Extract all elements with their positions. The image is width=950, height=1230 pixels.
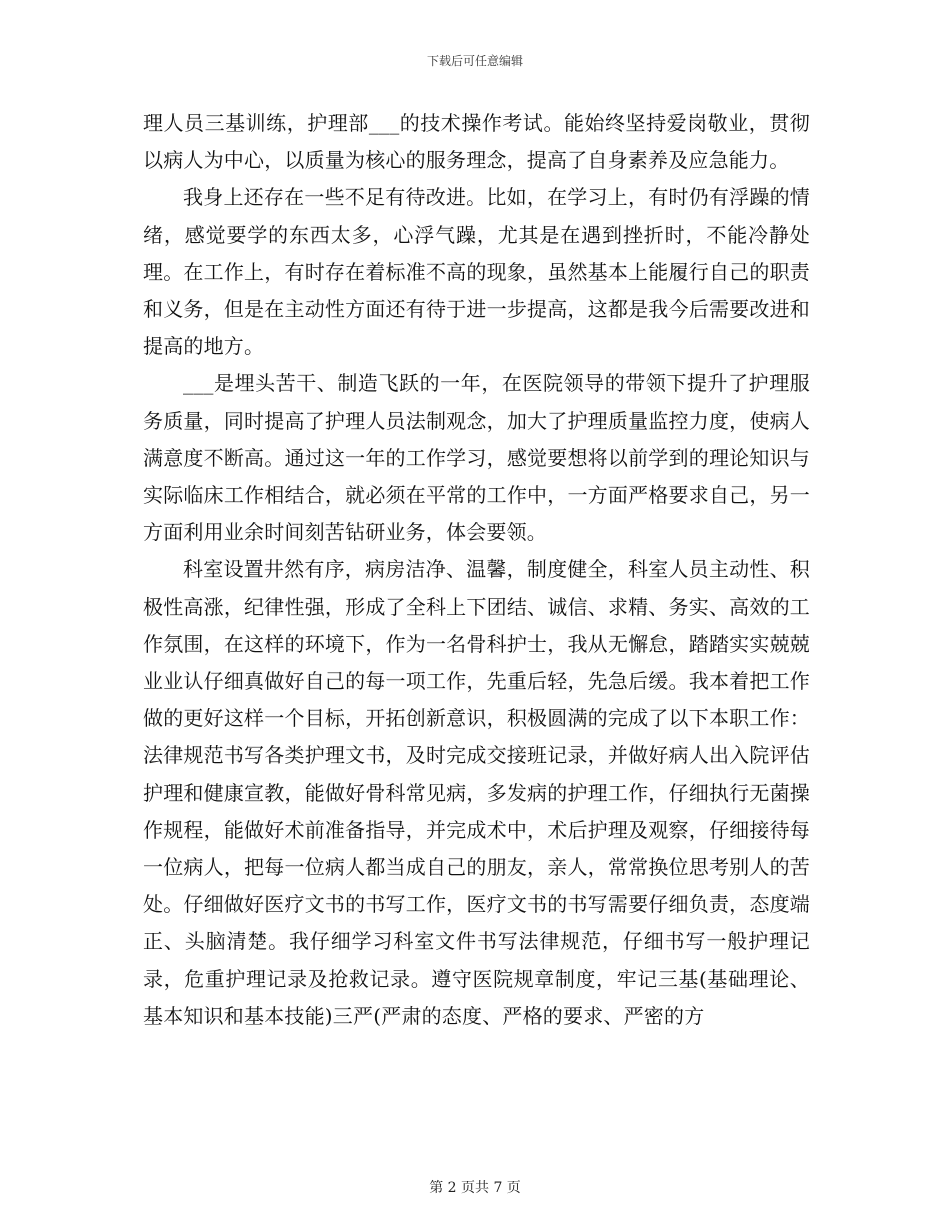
page-header: 下载后可任意编辑 xyxy=(426,54,523,68)
paragraph-shortcomings: 我身上还存在一些不足有待改进。比如，在学习上，有时仍有浮躁的情绪，感觉要学的东西太多，心浮气躁，尤其是在遇到挫折时，不能冷静处理。在工作上，有时存在着标准不高的现象，虽然基本上能履行自己的职责和义务，但是在主动性方面还有待于进一步提高，这都是我今后需要改进和提高的地方。 xyxy=(143,185,810,359)
paragraph-continued: 理人员三基训练，护理部___的技术操作考试。能始终坚持爱岗敬业，贯彻以病人为中心，以质量为核心的服务理念，提高了自身素养及应急能力。 xyxy=(143,111,810,173)
paragraph-year-summary: ___是埋头苦干、制造飞跃的一年，在医院领导的带领下提升了护理服务质量，同时提高了护理人员法制观念，加大了护理质量监控力度，使病人满意度不断高。通过这一年的工作学习，感觉要想将以前学到的理论知识与实际临床工作相结合，就必须在平常的工作中，一方面严格要求自己，另一方面利用业余时间刻苦钻研业务，体会要领。 xyxy=(143,371,810,545)
document-body xyxy=(143,105,810,1035)
paragraph-department-work: 科室设置井然有序，病房洁净、温馨，制度健全，科室人员主动性、积极性高涨，纪律性强，形成了全科上下团结、诚信、求精、务实、高效的工作氛围，在这样的环境下，作为一名骨科护士，我从无懈怠，踏踏实实兢兢业业认仔细真做好自己的每一项工作，先重后轻，先急后缓。我本着把工作做的更好这样一个目标，开拓创新意识，积极圆满的完成了以下本职工作：法律规范书写各类护理文书，及时完成交接班记录，并做好病人出入院评估护理和健康宣教，能做好骨科常见病，多发病的护理工作，仔细执行无菌操作规程，能做好术前准备指导，并完成术中，术后护理及观察，仔细接待每一位病人，把每一位病人都当成自己的朋友，亲人，常常换位思考别人的苦处。仔细做好医疗文书的书写工作，医疗文书的书写需要仔细负责，态度端正、头脑清楚。我仔细学习科室文件书写法律规范，仔细书写一般护理记录，危重护理记录及抢救记录。遵守医院规章制度，牢记三基(基础理论、基本知识和基本技能)三严(严肃的态度、严格的要求、严密的方 xyxy=(143,557,810,1028)
page-number: 第 2 页共 7 页 xyxy=(429,1180,521,1196)
